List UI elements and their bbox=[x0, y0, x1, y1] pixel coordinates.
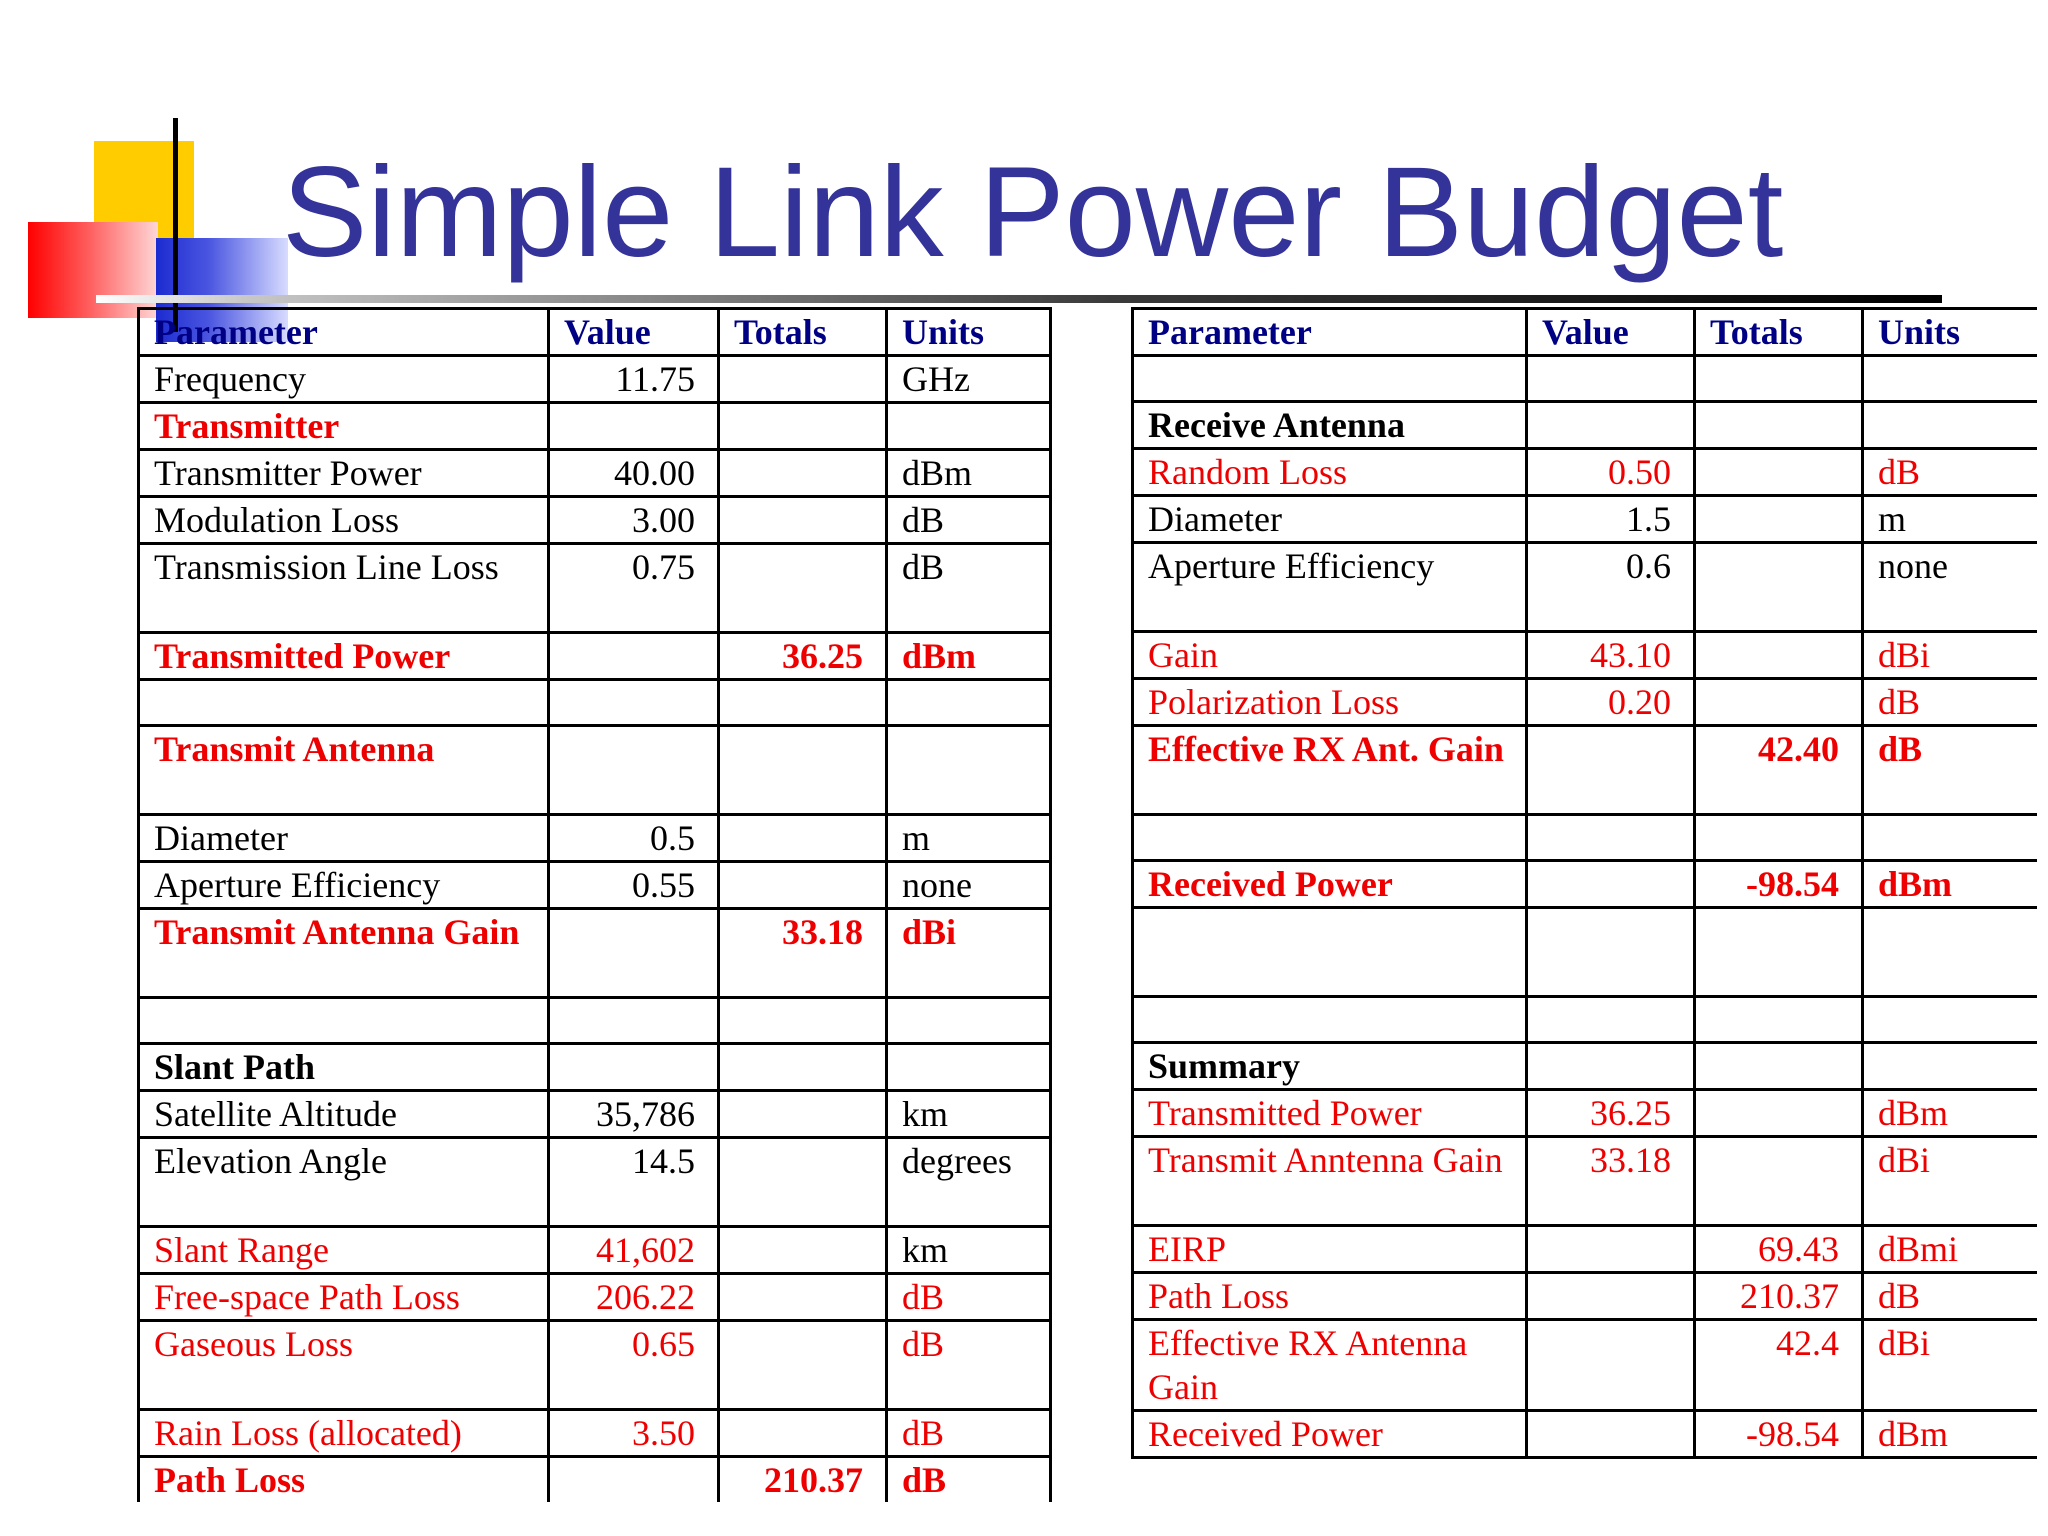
table-row bbox=[1133, 1043, 2037, 1090]
cell-parameter: Transmit Antenna bbox=[139, 726, 549, 815]
cell-parameter bbox=[1133, 908, 1527, 997]
cell-units: dBm bbox=[887, 450, 1051, 497]
cell-totals bbox=[719, 998, 887, 1044]
cell-parameter: Satellite Altitude bbox=[139, 1091, 549, 1138]
cell-value: 206.22 bbox=[549, 1274, 719, 1321]
cell-parameter: Free-space Path Loss bbox=[139, 1274, 549, 1321]
cell-units: dB bbox=[887, 497, 1051, 544]
cell-units: km bbox=[887, 1227, 1051, 1274]
cell-totals: 42.40 bbox=[1695, 726, 1863, 815]
cell-units: m bbox=[887, 815, 1051, 862]
table-row bbox=[139, 815, 1051, 862]
table-row bbox=[139, 450, 1051, 497]
table-row bbox=[139, 403, 1051, 450]
cell-parameter: Transmitted Power bbox=[139, 633, 549, 680]
cell-totals bbox=[1695, 1043, 1863, 1090]
cell-parameter: Frequency bbox=[139, 356, 549, 403]
cell-units bbox=[1863, 997, 2037, 1043]
cell-parameter: Diameter bbox=[139, 815, 549, 862]
cell-value: 0.5 bbox=[549, 815, 719, 862]
cell-value: 3.00 bbox=[549, 497, 719, 544]
cell-parameter: Random Loss bbox=[1133, 449, 1527, 496]
table-row bbox=[139, 1457, 1051, 1503]
cell-parameter: Transmitter bbox=[139, 403, 549, 450]
cell-totals: -98.54 bbox=[1695, 1411, 1863, 1458]
cell-value bbox=[1527, 356, 1695, 402]
cell-totals bbox=[719, 862, 887, 909]
cell-value bbox=[1527, 402, 1695, 449]
header-totals: Totals bbox=[719, 309, 887, 356]
cell-parameter: Path Loss bbox=[139, 1457, 549, 1503]
cell-value: 0.55 bbox=[549, 862, 719, 909]
cell-parameter bbox=[1133, 356, 1527, 402]
cell-parameter: Gaseous Loss bbox=[139, 1321, 549, 1410]
cell-totals: 210.37 bbox=[1695, 1273, 1863, 1320]
cell-value bbox=[1527, 861, 1695, 908]
cell-parameter: Transmitted Power bbox=[1133, 1090, 1527, 1137]
cell-value bbox=[1527, 726, 1695, 815]
table-row bbox=[1133, 1411, 2037, 1458]
cell-parameter: EIRP bbox=[1133, 1226, 1527, 1273]
cell-value: 0.65 bbox=[549, 1321, 719, 1410]
table-row bbox=[1133, 632, 2037, 679]
cell-totals bbox=[1695, 997, 1863, 1043]
cell-totals bbox=[719, 1227, 887, 1274]
cell-totals: 33.18 bbox=[719, 909, 887, 998]
table-row bbox=[1133, 1226, 2037, 1273]
cell-value bbox=[549, 998, 719, 1044]
cell-value bbox=[1527, 815, 1695, 861]
cell-units bbox=[887, 726, 1051, 815]
table-row bbox=[1133, 861, 2037, 908]
table-row bbox=[139, 497, 1051, 544]
cell-totals bbox=[1695, 632, 1863, 679]
cell-totals bbox=[719, 1138, 887, 1227]
table-row bbox=[139, 909, 1051, 998]
table-row bbox=[1133, 726, 2037, 815]
cell-totals bbox=[719, 1274, 887, 1321]
cell-parameter: Slant Path bbox=[139, 1044, 549, 1091]
cell-totals bbox=[719, 497, 887, 544]
cell-parameter: Rain Loss (allocated) bbox=[139, 1410, 549, 1457]
cell-value bbox=[549, 726, 719, 815]
cell-units: dBi bbox=[887, 909, 1051, 998]
table-row bbox=[1133, 543, 2037, 632]
cell-units bbox=[1863, 1043, 2037, 1090]
table-row bbox=[1133, 815, 2037, 861]
cell-value: 0.6 bbox=[1527, 543, 1695, 632]
cell-totals bbox=[719, 356, 887, 403]
cell-units: none bbox=[1863, 543, 2037, 632]
cell-units: dBm bbox=[1863, 861, 2037, 908]
cell-units: dB bbox=[1863, 726, 2037, 815]
cell-units bbox=[1863, 402, 2037, 449]
cell-value bbox=[549, 403, 719, 450]
cell-parameter: Gain bbox=[1133, 632, 1527, 679]
table-row bbox=[139, 1138, 1051, 1227]
cell-units: dBm bbox=[887, 633, 1051, 680]
slide-title: Simple Link Power Budget bbox=[282, 141, 1784, 284]
cell-totals bbox=[1695, 815, 1863, 861]
cell-value: 33.18 bbox=[1527, 1137, 1695, 1226]
cell-value: 41,602 bbox=[549, 1227, 719, 1274]
table-row bbox=[139, 1274, 1051, 1321]
cell-value bbox=[1527, 1320, 1695, 1411]
cell-units: dB bbox=[887, 544, 1051, 633]
cell-units: dBi bbox=[1863, 632, 2037, 679]
cell-totals bbox=[719, 1044, 887, 1091]
cell-units bbox=[887, 403, 1051, 450]
cell-value: 40.00 bbox=[549, 450, 719, 497]
cell-value: 14.5 bbox=[549, 1138, 719, 1227]
table-row bbox=[139, 1321, 1051, 1410]
cell-totals bbox=[719, 450, 887, 497]
cell-parameter: Elevation Angle bbox=[139, 1138, 549, 1227]
cell-value: 1.5 bbox=[1527, 496, 1695, 543]
table-row bbox=[139, 1227, 1051, 1274]
cell-parameter: Slant Range bbox=[139, 1227, 549, 1274]
cell-parameter: Transmit Antenna Gain bbox=[139, 909, 549, 998]
cell-totals bbox=[719, 815, 887, 862]
cell-value bbox=[1527, 908, 1695, 997]
cell-totals bbox=[1695, 1137, 1863, 1226]
cell-value: 35,786 bbox=[549, 1091, 719, 1138]
table-row bbox=[139, 544, 1051, 633]
cell-totals bbox=[1695, 356, 1863, 402]
cell-parameter: Receive Antenna bbox=[1133, 402, 1527, 449]
header-units: Units bbox=[887, 309, 1051, 356]
cell-units: dB bbox=[1863, 679, 2037, 726]
header-value: Value bbox=[1527, 309, 1695, 356]
cell-parameter: Received Power bbox=[1133, 861, 1527, 908]
cell-parameter bbox=[1133, 997, 1527, 1043]
cell-parameter: Effective RX Ant. Gain bbox=[1133, 726, 1527, 815]
left-budget-table bbox=[137, 307, 1052, 1502]
cell-units: km bbox=[887, 1091, 1051, 1138]
cell-totals bbox=[719, 726, 887, 815]
cell-totals bbox=[719, 1410, 887, 1457]
cell-units: none bbox=[887, 862, 1051, 909]
table-row bbox=[139, 680, 1051, 726]
cell-totals bbox=[719, 403, 887, 450]
cell-parameter bbox=[1133, 815, 1527, 861]
table-row bbox=[139, 1044, 1051, 1091]
cell-value: 3.50 bbox=[549, 1410, 719, 1457]
cell-value bbox=[549, 1044, 719, 1091]
cell-value bbox=[1527, 1273, 1695, 1320]
table-row bbox=[1133, 1273, 2037, 1320]
cell-value bbox=[1527, 1043, 1695, 1090]
cell-parameter: Aperture Efficiency bbox=[139, 862, 549, 909]
table-row bbox=[139, 998, 1051, 1044]
cell-value bbox=[1527, 1411, 1695, 1458]
cell-parameter: Transmitter Power bbox=[139, 450, 549, 497]
cell-parameter bbox=[139, 680, 549, 726]
table-row bbox=[1133, 1137, 2037, 1226]
cell-units bbox=[887, 1044, 1051, 1091]
table-row bbox=[139, 1410, 1051, 1457]
cell-totals bbox=[719, 1091, 887, 1138]
table-row bbox=[1133, 908, 2037, 997]
cell-totals: 69.43 bbox=[1695, 1226, 1863, 1273]
cell-totals: 36.25 bbox=[719, 633, 887, 680]
header-units: Units bbox=[1863, 309, 2037, 356]
table-row bbox=[1133, 449, 2037, 496]
header-parameter: Parameter bbox=[1133, 309, 1527, 356]
cell-totals: 210.37 bbox=[719, 1457, 887, 1503]
table-row bbox=[1133, 356, 2037, 402]
table-row bbox=[1133, 679, 2037, 726]
cell-totals: -98.54 bbox=[1695, 861, 1863, 908]
table-header-row bbox=[139, 309, 1051, 356]
cell-totals bbox=[1695, 543, 1863, 632]
table-row bbox=[1133, 496, 2037, 543]
title-underline bbox=[96, 295, 1942, 303]
cell-value: 0.50 bbox=[1527, 449, 1695, 496]
cell-parameter: Received Power bbox=[1133, 1411, 1527, 1458]
table-row bbox=[139, 356, 1051, 403]
cell-units: dB bbox=[887, 1457, 1051, 1503]
cell-units: m bbox=[1863, 496, 2037, 543]
cell-units bbox=[887, 998, 1051, 1044]
cell-parameter: Aperture Efficiency bbox=[1133, 543, 1527, 632]
cell-parameter: Modulation Loss bbox=[139, 497, 549, 544]
cell-value: 0.20 bbox=[1527, 679, 1695, 726]
cell-units: dB bbox=[1863, 449, 2037, 496]
cell-totals bbox=[1695, 402, 1863, 449]
cell-units: degrees bbox=[887, 1138, 1051, 1227]
right-budget-table bbox=[1131, 307, 2037, 1459]
cell-units: dBm bbox=[1863, 1090, 2037, 1137]
cell-units: dB bbox=[887, 1410, 1051, 1457]
cell-totals: 42.4 bbox=[1695, 1320, 1863, 1411]
cell-totals bbox=[1695, 679, 1863, 726]
cell-value bbox=[549, 1457, 719, 1503]
table-row bbox=[139, 633, 1051, 680]
cell-parameter: Polarization Loss bbox=[1133, 679, 1527, 726]
header-totals: Totals bbox=[1695, 309, 1863, 356]
cell-units: dBm bbox=[1863, 1411, 2037, 1458]
table-row bbox=[139, 1091, 1051, 1138]
cell-value bbox=[549, 680, 719, 726]
header-value: Value bbox=[549, 309, 719, 356]
cell-value: 11.75 bbox=[549, 356, 719, 403]
cell-parameter: Summary bbox=[1133, 1043, 1527, 1090]
cell-value: 43.10 bbox=[1527, 632, 1695, 679]
cell-totals bbox=[1695, 496, 1863, 543]
cell-units: dB bbox=[887, 1321, 1051, 1410]
cell-units bbox=[1863, 908, 2037, 997]
cell-value bbox=[549, 633, 719, 680]
logo-red-square bbox=[28, 222, 158, 318]
cell-units bbox=[1863, 815, 2037, 861]
cell-totals bbox=[1695, 1090, 1863, 1137]
cell-value: 36.25 bbox=[1527, 1090, 1695, 1137]
table-header-row bbox=[1133, 309, 2037, 356]
cell-totals bbox=[1695, 908, 1863, 997]
cell-value bbox=[1527, 997, 1695, 1043]
table-row bbox=[139, 862, 1051, 909]
cell-parameter: Effective RX Antenna Gain bbox=[1133, 1320, 1527, 1411]
cell-totals bbox=[719, 1321, 887, 1410]
cell-units: dB bbox=[1863, 1273, 2037, 1320]
cell-units bbox=[1863, 356, 2037, 402]
table-row bbox=[139, 726, 1051, 815]
cell-units: GHz bbox=[887, 356, 1051, 403]
cell-value: 0.75 bbox=[549, 544, 719, 633]
table-row bbox=[1133, 1320, 2037, 1411]
cell-parameter: Transmit Anntenna Gain bbox=[1133, 1137, 1527, 1226]
cell-parameter: Diameter bbox=[1133, 496, 1527, 543]
table-row bbox=[1133, 997, 2037, 1043]
cell-units bbox=[887, 680, 1051, 726]
cell-units: dBi bbox=[1863, 1320, 2037, 1411]
cell-parameter: Transmission Line Loss bbox=[139, 544, 549, 633]
cell-totals bbox=[1695, 449, 1863, 496]
table-row bbox=[1133, 1090, 2037, 1137]
table-row bbox=[1133, 402, 2037, 449]
cell-totals bbox=[719, 544, 887, 633]
cell-totals bbox=[719, 680, 887, 726]
header-parameter: Parameter bbox=[139, 309, 549, 356]
cell-parameter: Path Loss bbox=[1133, 1273, 1527, 1320]
cell-units: dBi bbox=[1863, 1137, 2037, 1226]
cell-parameter bbox=[139, 998, 549, 1044]
cell-units: dBmi bbox=[1863, 1226, 2037, 1273]
cell-units: dB bbox=[887, 1274, 1051, 1321]
cell-value bbox=[549, 909, 719, 998]
cell-value bbox=[1527, 1226, 1695, 1273]
